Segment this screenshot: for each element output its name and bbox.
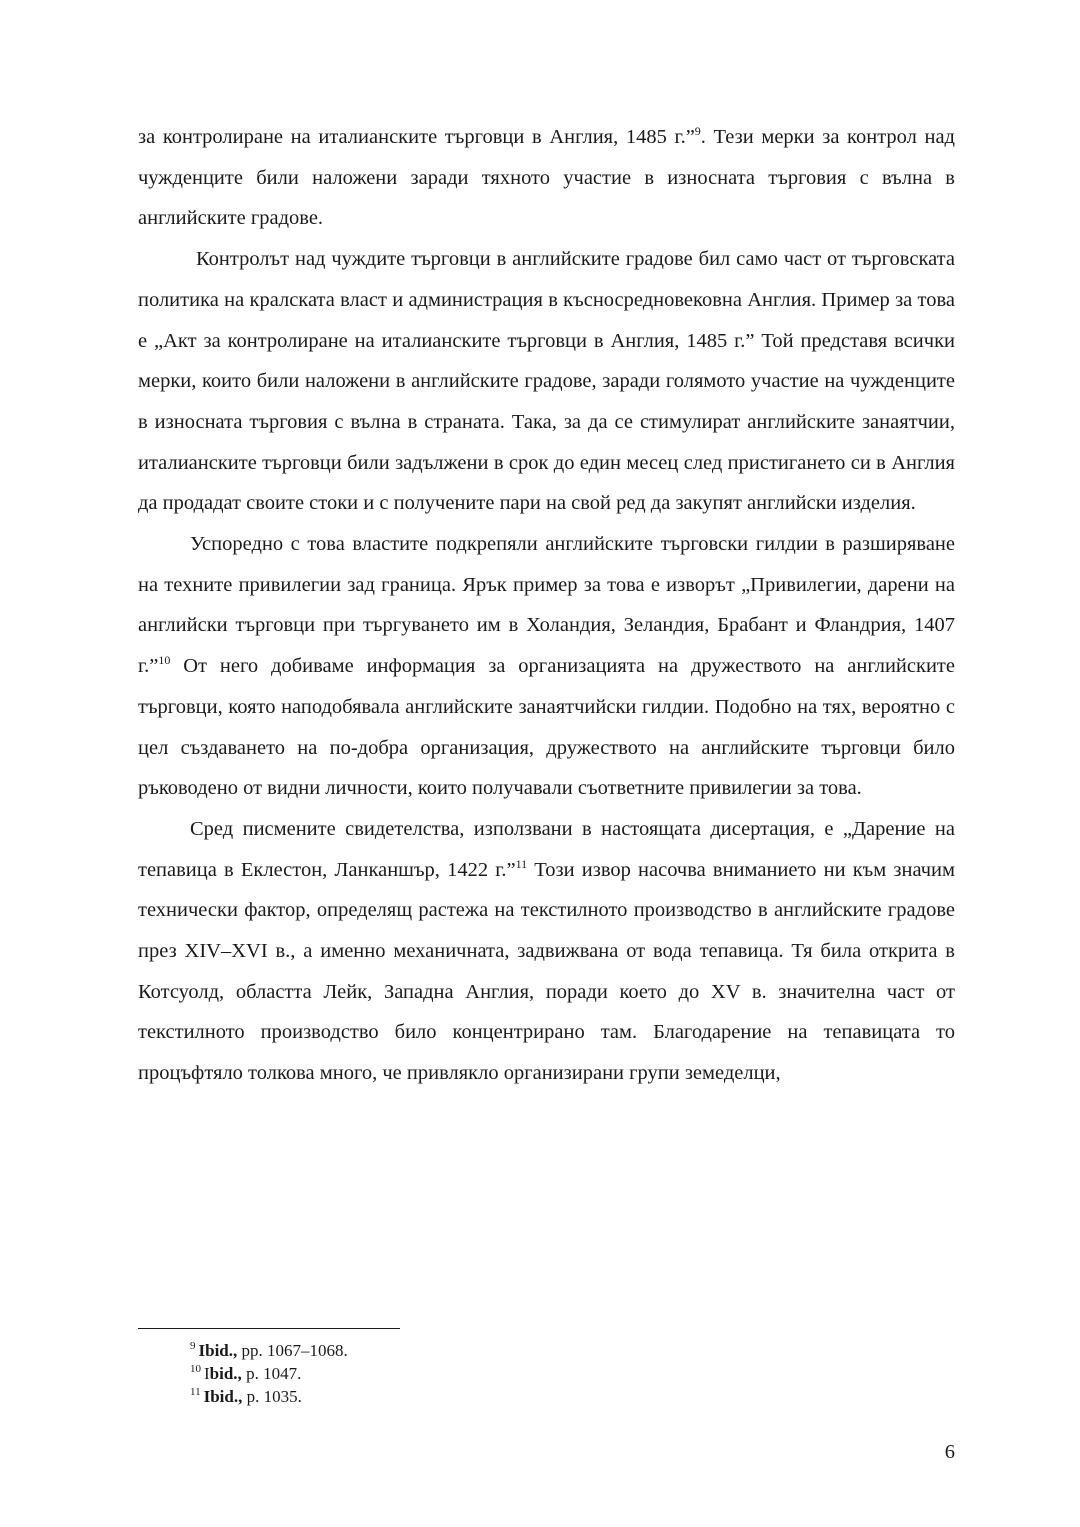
footnote-ref-9[interactable]: 9	[694, 124, 701, 138]
paragraph-2-text: Контролът над чуждите търговци в английските градове бил само част от търговската политика на кралската власт и администрация в късносредновековна Англия. Пример за това е „Акт за контролиране на италианските търговци в Англия, 1485 г.” Той представя всички мерки, които били наложени в английските градове, заради голямото участие на чужденците в износната търговия с вълна в страната. Така, за да се стимулират английските занаятчии, италианските търговци били задължени в срок до един месец след пристигането си в Англия да продадат своите стоки и с получените пари на свой ред да закупят английски изделия.	[138, 248, 955, 515]
footnote-pages: p. 1035.	[242, 1387, 302, 1406]
footnote-source: Ibid.,	[198, 1341, 238, 1360]
footnote-9	[190, 1339, 890, 1362]
footnote-source: bid.,	[209, 1364, 242, 1383]
footnote-10	[190, 1362, 890, 1385]
paragraph-4-text-b: Този извор насочва вниманието ни към значим технически фактор, определящ растежа на текстилното производство в английските градове през XIV–XVI в., а именно механичната, задвижвана от вода тепавица. Тя била открита в Котсуолд, областта Лейк, Западна Англия, поради което до XV в. значителна част от текстилното производство било концентрирано там. Благодарение на тепавицата то процъфтяло толкова много, че привлякло организирани групи земеделци,	[138, 858, 955, 1085]
footnote-source-prefix: I	[204, 1364, 210, 1383]
paragraph-4	[138, 809, 955, 1094]
footnote-pages: p. 1047.	[241, 1364, 302, 1383]
paragraph-2	[138, 239, 955, 524]
footnotes	[190, 1339, 890, 1408]
paragraph-1-text-b: . Тези мерки за контрол над чужденците били наложени заради тяхното участие в износната търговия с вълна в английските градове.	[138, 126, 955, 230]
paragraph-3	[138, 524, 955, 809]
footnote-separator	[138, 1328, 400, 1329]
footnote-source: Ibid.,	[203, 1387, 243, 1406]
document-page	[138, 117, 955, 1094]
paragraph-3-text-a: Успоредно с това властите подкрепяли английските търговски гилдии в разширяване на техните привилегии зад граница. Ярък пример за това е изворът „Привилегии, дарени на английски търговци при търгуването им в Холандия, Зеландия, Брабант и Фландрия, 1407 г.”	[138, 533, 955, 678]
footnote-number: 11	[190, 1386, 201, 1398]
paragraph-1	[138, 117, 955, 239]
footnote-ref-10[interactable]: 10	[158, 653, 171, 668]
footnote-ref-11[interactable]: 11	[515, 856, 528, 871]
paragraph-4-text-a: Сред писмените свидетелства, използвани в настоящата дисертация, е „Дарение на тепавица в Еклестон, Ланканшър, 1422 г.”	[138, 817, 955, 881]
footnote-pages: pp. 1067–1068.	[237, 1341, 348, 1360]
footnote-number: 9	[190, 1340, 196, 1352]
paragraph-1-text-a: за контролиране на италианските търговци в Англия, 1485 г.”	[138, 126, 695, 148]
paragraph-3-text-b: От него добиваме информация за организацията на дружеството на английските търговци, която наподобявала английските занаятчийски гилдии. Подобно на тях, вероятно с цел създаването на по-добра организация, дружеството на английските търговци било ръководено от видни личности, които получавали съответните привилегии за това.	[138, 655, 955, 800]
footnote-number: 10	[190, 1363, 201, 1375]
footnote-11	[190, 1385, 890, 1408]
page-number: 6	[944, 1441, 955, 1463]
